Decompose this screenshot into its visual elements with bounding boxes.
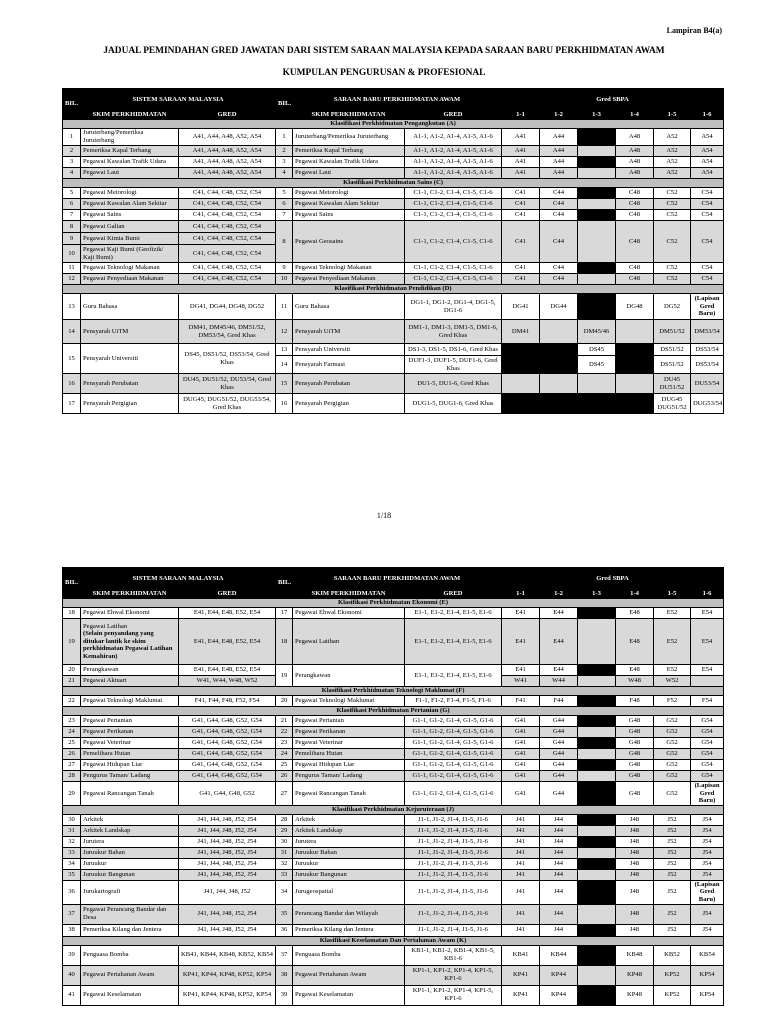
table-row: 34 Juruukur J41, J44, J48, J52, J54 32 Juruukur J1-1, J1-2, J1-4, J1-5, J1-6 J41 J44 J48 J52 J54 [63, 858, 724, 869]
grade-col-header: 1-2 [540, 111, 578, 120]
table-row: 10 Pegawai Kaji Bumi (Geofizik/ Kaji Bumi) C41, C44, C48, C52, C54 [63, 245, 724, 263]
rows-g [63, 716, 724, 782]
table-row: 3 Pegawai Kawalan Trafik Udara A41, A44, A48, A52, A54 3 Pegawai Kawalan Trafik Udara A1-1, A1-2, A1-4, A1-5, A1-6 A41 A44 A48 A52 A54 [63, 157, 724, 168]
klasifikasi-row: Klasifikasi Perkhidmatan Kejuruteraan (J) [63, 805, 724, 814]
table-row: 18 Pegawai Ehwal Ekonomi E41, E44, E48, E52, E54 17 Pegawai Ehwal Ekonomi E1-1, E1-2, E1-4, E1-5, E1-6 E41 E44 E48 E52 E54 [63, 608, 724, 619]
grade-table-page-2 [62, 567, 724, 1006]
table-row: 28 Pengurus Taman/ Ladang G41, G44, G48, G52, G54 26 Pengurus Taman/ Ladang G1-1, G1-2, G1-4, G1-5, G1-6 G41 G44 G48 G52 G54 [63, 771, 724, 782]
klasifikasi-row: Klasifikasi Keselamatan Dan Pertahanan Awam (K) [63, 936, 724, 945]
rows-j [63, 814, 724, 880]
table-row: 5 Pegawai Metorologi C41, C44, C48, C52, C54 5 Pegawai Metorologi C1-1, C1-2, C1-4, C1-5, C1-6 C41 C44 C48 C52 C54 [63, 188, 724, 199]
header-row-2 [63, 590, 724, 599]
skim-header: SKIM PERKHIDMATAN [293, 590, 405, 599]
table-row: 35 Juruukur Bangunan J41, J44, J48, J52, J54 33 Juruukur Bangunan J1-1, J1-2, J1-4, J1-5, J1-6 J41 J44 J48 J52 J54 [63, 869, 724, 880]
table-row: 16 Pensyarah Perubatan DU45, DU51/52, DU53/54, Gred Khas 15 Pensyarah Perubatan DU1-5, DU1-6, Gred Khas DU45 DU51/52 DU53/54 [63, 374, 724, 394]
table-row: 38 Pemeriksa Kilang dan Jentera J41, J44, J48, J52, J54 36 Pemeriksa Kilang dan Jentera J1-1, J1-2, J1-4, J1-5, J1-6 J41 J44 J48 J52 J54 [63, 924, 724, 936]
sbpa-header: SARAAN BARU PERKHIDMATAN AWAM [293, 89, 502, 111]
ssm-header: SISTEM SARAAN MALAYSIA [81, 568, 276, 590]
header-row-2 [63, 111, 724, 120]
grade-col-header: 1-5 [654, 590, 691, 599]
ssm-header: SISTEM SARAAN MALAYSIA [81, 89, 276, 111]
grade-col-header: 1-2 [540, 590, 578, 599]
table-row: 40 Pegawai Pertahanan Awam KP41, KP44, KP48, KP52, KP54 38 Pegawai Pertahanan Awam KP1-1, KP1-2, KP1-4, KP1-5, KP1-6 KP41 KP44 KP48 KP52 KP54 [63, 965, 724, 985]
table-row: 29 Pegawai Rancangan Tanah G41, G44, G48, G52 27 Pegawai Rancangan Tanah G1-1, G1-2, G1-4, G1-5, G1-6 G41 G44 G48 G52 (Lapisan Gred Baru) [63, 782, 724, 806]
klasifikasi-row: Klasifikasi Perkhidmatan Ekonomi (E) [63, 599, 724, 608]
table-row: 39 Penguasa Bomba KB41, KB44, KB48, KB52, KB54 37 Penguasa Bomba KB1-1, KB1-2, KB1-4, KB1-5, KB1-6 KB41 KB44 KB48 KB52 KB54 [63, 945, 724, 965]
grade-col-header: 1-6 [691, 590, 724, 599]
rows-c [63, 188, 724, 221]
table-row: 11 Pegawai Teknologi Makanan C41, C44, C48, C52, C54 9 Pegawai Teknologi Makanan C1-1, C1-2, C1-4, C1-5, C1-6 C41 C44 C48 C52 C54 [63, 263, 724, 274]
table-row: 19 Pegawai Latihan (Selain penyandang yang ditukar lantik ke skim perkhidmatan Pegawai Latihan Kemahiran) E41, E44, E48, E52, E54 18 Pegawai Latihan E1-1, E1-2, E1-4, E1-5, E1-6 E41 E44 E48 E52 E54 [63, 619, 724, 665]
sbpa-header: SARAAN BARU PERKHIDMATAN AWAM [293, 568, 502, 590]
klasifikasi-row: Klasifikasi Perkhidmatan Pengangkutan (A) [63, 120, 724, 129]
skim-header: SKIM PERKHIDMATAN [81, 111, 179, 120]
document-subtitle: KUMPULAN PENGURUSAN & PROFESIONAL [282, 68, 486, 78]
table-row: 2 Pemeriksa Kapal Terbang A41, A44, A48, A52, A54 2 Pemeriksa Kapal Terbang A1-1, A1-2, A1-4, A1-5, A1-6 A41 A44 A48 A52 A54 [63, 146, 724, 157]
page-2 [0, 567, 768, 1027]
header-row-1 [63, 568, 724, 590]
table-row: 12 Pegawai Penyediaan Makanan C41, C44, C48, C52, C54 10 Pegawai Penyediaan Makanan C1-1, C1-2, C1-4, C1-5, C1-6 C41 C44 C48 C52 C54 [63, 274, 724, 285]
table-row: 31 Arkitek Landskap J41, J44, J48, J52, J54 29 Arkitek Landskap J1-1, J1-2, J1-4, J1-5, J1-6 J41 J44 J48 J52 J54 [63, 825, 724, 836]
grade-col-header: 1-4 [616, 111, 654, 120]
gred-header: GRED [405, 111, 502, 120]
gred-sbpa-header: Gred SBPA [502, 89, 724, 111]
bil-header: BIL. [63, 568, 81, 599]
table-row: 7 Pegawai Sains C41, C44, C48, C52, C54 7 Pegawai Sains C1-1, C1-2, C1-4, C1-5, C1-6 C41 C44 C48 C52 C54 [63, 210, 724, 221]
table-row: 17 Pensyarah Pergigian DUG45, DUG51/52, DUG53/54, Gred Khas 16 Pensyarah Pergigian DUG1-5, DUG1-6, Gred Khas DUG45 DUG51/52 DUG53/54 [63, 394, 724, 414]
grade-table-page-1 [62, 88, 724, 414]
table-row: 23 Pegawai Pertanian G41, G44, G48, G52, G54 21 Pegawai Pertanian G1-1, G1-2, G1-4, G1-5, G1-6 G41 G44 G48 G52 G54 [63, 716, 724, 727]
table-row: 15 Pensyarah Universiti DS45, DS51/52, DS53/54, Gred Khas 13 Pensyarah Universiti DS1-3, DS1-5, DS1-6, Gred Khas DS45 DS51/52 DS53/54 [63, 344, 724, 356]
page-number: 1/18 [376, 511, 392, 520]
lampiran-label: Lampiran B4(a) [666, 26, 722, 35]
grade-col-header: 1-1 [502, 111, 540, 120]
table-row: 14 Pensyarah UiTM DM41, DM45/46, DM51/52, DM53/54, Gred Khas 12 Pensyarah UiTM DM1-1, DM1-3, DM1-5, DM1-6, Gred Khas DM41 DM45/46 DM51/52 DM53/54 [63, 320, 724, 344]
document-title: JADUAL PEMINDAHAN GRED JAWATAN DARI SISTEM SARAAN MALAYSIA KEPADA SARAAN BARU PERKHIDMATAN AWAM [103, 46, 665, 56]
gred-header: GRED [179, 111, 276, 120]
klasifikasi-row: Klasifikasi Perkhidmatan Sains (C) [63, 179, 724, 188]
rows-c2 [63, 263, 724, 285]
bil-header: BIL. [276, 568, 293, 599]
table-row: 14 Pensyarah Farmasi DUF1-3, DUF1-5, DUF1-6, Gred Khas DS45 DS51/52 DS53/54 [63, 356, 724, 374]
klasifikasi-row: Klasifikasi Perkhidmatan Pertanian (G) [63, 707, 724, 716]
grade-col-header: 1-3 [578, 111, 616, 120]
grade-col-header: 1-5 [654, 111, 691, 120]
skim-header: SKIM PERKHIDMATAN [81, 590, 179, 599]
table-row: 27 Pegawai Hidupan Liar G41, G44, G48, G52, G54 25 Pegawai Hidupan Liar G1-1, G1-2, G1-4, G1-5, G1-6 G41 G44 G48 G52 G54 [63, 760, 724, 771]
table-row: 26 Pemelihara Hutan G41, G44, G48, G52, G54 24 Pemelihara Hutan G1-1, G1-2, G1-4, G1-5, G1-6 G41 G44 G48 G52 G54 [63, 749, 724, 760]
bil-header: BIL. [276, 89, 293, 120]
table-row: 22 Pegawai Teknologi Maklumat F41, F44, F48, F52, F54 20 Pegawai Teknologi Maklumat F1-1, F1-2, F1-4, F1-5, F1-6 F41 F44 F48 F52 F54 [63, 696, 724, 707]
rows-a [63, 129, 724, 179]
table-row: 33 Juruukur Bahan J41, J44, J48, J52, J54 31 Juruukur Bahan J1-1, J1-2, J1-4, J1-5, J1-6 J41 J44 J48 J52 J54 [63, 847, 724, 858]
table-row: 30 Arkitek J41, J44, J48, J52, J54 28 Arkitek J1-1, J1-2, J1-4, J1-5, J1-6 J41 J44 J48 J52 J54 [63, 814, 724, 825]
table-row: 36 Jurukartografi J41, J44, J48, J52 34 Jurugeospatial J1-1, J1-2, J1-4, J1-5, J1-6 J41 J44 J48 J52 (Lapisan Gred Baru) [63, 880, 724, 904]
table-row: 37 Pegawai Perancang Bandar dan Desa J41, J44, J48, J52, J54 35 Perancang Bandar dan Wilayah J1-1, J1-2, J1-4, J1-5, J1-6 J41 J44 J48 J52 J54 [63, 904, 724, 924]
table-row: 13 Guru Bahasa DG41, DG44, DG48, DG52 11 Guru Bahasa DG1-1, DG1-2, DG1-4, DG1-5, DG1-6 DG41 DG44 DG48 DG52 (Lapisan Gred Baru) [63, 294, 724, 320]
table-row: 8 Pegawai Galian C41, C44, C48, C52, C54 8 Pegawai Geosains C1-1, C1-2, C1-4, C1-5, C1-6 C41 C44 C48 C52 C54 [63, 221, 724, 233]
table-row: 21 Pegawai Aktuari W41, W44, W48, W52 W41 W44 W48 W52 [63, 676, 724, 687]
klasifikasi-row: Klasifikasi Perkhidmatan Pendidikan (D) [63, 285, 724, 294]
table-row: 24 Pegawai Perikanan G41, G44, G48, G52, G54 22 Pegawai Perikanan G1-1, G1-2, G1-4, G1-5, G1-6 G41 G44 G48 G52 G54 [63, 727, 724, 738]
table-row: 20 Perangkawan E41, E44, E48, E52, E54 19 Perangkawan E1-1, E1-2, E1-4, E1-5, E1-6 E41 E44 E48 E52 E54 [63, 665, 724, 676]
skim-header: SKIM PERKHIDMATAN [293, 111, 405, 120]
table-row: 9 Pegawai Kimia Bumi C41, C44, C48, C52, C54 [63, 233, 724, 245]
klasifikasi-row: Klasifikasi Perkhidmatan Teknologi Maklumat (F) [63, 687, 724, 696]
grade-col-header: 1-1 [502, 590, 540, 599]
table-row: 6 Pegawai Kawalan Alam Sekitar C41, C44, C48, C52, C54 6 Pegawai Kawalan Alam Sekitar C1-1, C1-2, C1-4, C1-5, C1-6 C41 C44 C48 C52 C54 [63, 199, 724, 210]
table-row: 32 Jurutera J41, J44, J48, J52, J54 30 Jurutera J1-1, J1-2, J1-4, J1-5, J1-6 J41 J44 J48 J52 J54 [63, 836, 724, 847]
table-row: 41 Pegawai Keselamatan KP41, KP44, KP48, KP52, KP54 39 Pegawai Keselamatan KP1-1, KP1-2, KP1-4, KP1-5, KP1-6 KP41 KP44 KP48 KP52 KP54 [63, 985, 724, 1005]
gred-sbpa-header: Gred SBPA [502, 568, 724, 590]
bil-header: BIL. [63, 89, 81, 120]
table-row: 1 Juruterbang/Pemeriksa Juruterbang A41, A44, A48, A52, A54 1 Juruterbang/Pemeriksa Juruterbang A1-1, A1-2, A1-4, A1-5, A1-6 A41 A44 A48 A52 A54 [63, 129, 724, 146]
grade-col-header: 1-4 [616, 590, 654, 599]
table-row: 4 Pegawai Laut A41, A44, A48, A52, A54 4 Pegawai Laut A1-1, A1-2, A1-4, A1-5, A1-6 A41 A44 A48 A52 A54 [63, 168, 724, 179]
grade-col-header: 1-3 [578, 590, 616, 599]
grade-col-header: 1-6 [691, 111, 724, 120]
gred-header: GRED [179, 590, 276, 599]
gred-header: GRED [405, 590, 502, 599]
table-row: 25 Pegawai Veterinar G41, G44, G48, G52, G54 23 Pegawai Veterinar G1-1, G1-2, G1-4, G1-5, G1-6 G41 G44 G48 G52 G54 [63, 738, 724, 749]
header-row-1 [63, 89, 724, 111]
